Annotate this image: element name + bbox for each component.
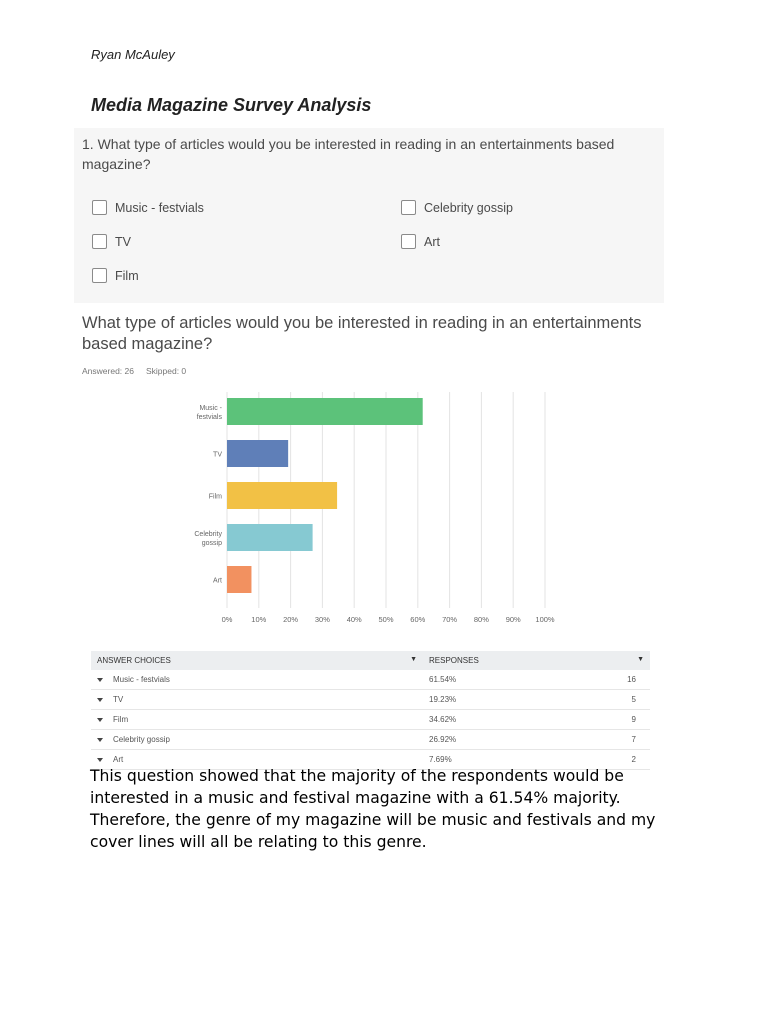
expand-caret-icon[interactable] <box>97 678 103 682</box>
x-tick-label: 80% <box>473 615 489 622</box>
x-tick-label: 10% <box>251 615 267 622</box>
pct-cell: 26.92% <box>423 730 554 750</box>
option-celebrity-gossip[interactable] <box>401 200 513 215</box>
pct-cell: 7.69% <box>423 750 554 770</box>
count-cell: 9 <box>554 710 650 730</box>
header-answer-choices[interactable]: ANSWER CHOICES ▼ <box>91 651 423 670</box>
option-label: Music - festvials <box>115 200 204 215</box>
count-cell: 2 <box>554 750 650 770</box>
header-responses[interactable]: RESPONSES ▼ <box>423 651 650 670</box>
choice-cell: Film <box>113 715 129 724</box>
option-label: Art <box>424 234 440 249</box>
results-title: What type of articles would you be interested in reading in an entertainments based magazine? <box>82 314 642 353</box>
results-bar-chart <box>150 392 560 622</box>
choice-cell: Celebrity gossip <box>113 735 170 744</box>
x-tick-label: 30% <box>314 615 330 622</box>
document-title: Media Magazine Survey Analysis <box>91 95 372 115</box>
table-row <box>91 730 650 750</box>
table-row <box>91 710 650 730</box>
x-tick-label: 60% <box>410 615 426 622</box>
expand-caret-icon[interactable] <box>97 758 103 762</box>
pct-cell: 19.23% <box>423 690 554 710</box>
x-tick-label: 0% <box>221 615 233 622</box>
responses-table <box>91 651 650 770</box>
option-tv[interactable] <box>92 234 131 249</box>
choice-cell: Art <box>113 755 124 764</box>
count-cell: 7 <box>554 730 650 750</box>
expand-caret-icon[interactable] <box>97 718 103 722</box>
option-label: Film <box>115 268 139 283</box>
checkbox[interactable] <box>401 234 416 249</box>
x-tick-label: 40% <box>346 615 362 622</box>
bar <box>227 524 313 551</box>
option-label: TV <box>115 234 131 249</box>
checkbox[interactable] <box>92 268 107 283</box>
results-meta <box>82 366 186 376</box>
answered-count: Answered: 26 <box>82 366 134 376</box>
category-label: Art <box>213 577 222 585</box>
count-cell: 16 <box>554 670 650 690</box>
option-label: Celebrity gossip <box>424 200 513 215</box>
table-header-row <box>91 651 650 670</box>
expand-caret-icon[interactable] <box>97 738 103 742</box>
bar <box>227 482 337 509</box>
table-row <box>91 690 650 710</box>
checkbox[interactable] <box>92 234 107 249</box>
pct-cell: 61.54% <box>423 670 554 690</box>
count-cell: 5 <box>554 690 650 710</box>
category-label: gossip <box>201 540 222 547</box>
x-tick-label: 50% <box>378 615 394 622</box>
bar <box>227 398 423 425</box>
category-label: festvials <box>196 414 222 421</box>
table-row <box>91 670 650 690</box>
sort-arrow-icon[interactable]: ▼ <box>637 656 644 663</box>
checkbox[interactable] <box>92 200 107 215</box>
option-film[interactable] <box>92 268 139 283</box>
x-tick-label: 70% <box>442 615 458 622</box>
sort-arrow-icon[interactable]: ▼ <box>410 656 417 663</box>
x-tick-label: 20% <box>283 615 299 622</box>
category-label: Film <box>208 493 222 501</box>
option-music-festivals[interactable] <box>92 200 204 215</box>
choice-cell: TV <box>113 695 124 704</box>
checkbox[interactable] <box>401 200 416 215</box>
x-tick-label: 100% <box>535 615 555 622</box>
pct-cell: 34.62% <box>423 710 554 730</box>
choice-cell: Music - festvials <box>113 675 170 684</box>
bar <box>227 440 288 467</box>
author-name: Ryan McAuley <box>91 47 175 62</box>
skipped-count: Skipped: 0 <box>145 366 187 376</box>
option-art[interactable] <box>401 234 440 249</box>
category-label: Music - <box>199 405 222 412</box>
category-label: Celebrity <box>194 531 222 538</box>
bar <box>227 566 251 593</box>
question-text: 1. What type of articles would you be interested in reading in an entertainments based magazine? <box>82 136 615 172</box>
summary-paragraph: This question showed that the majority of the respondents would be interested in a music and festival magazine with a 61.54% majority. Therefore, the genre of my magazine will be music and festivals and my cover lines will all be relating to this genre. <box>90 767 656 851</box>
expand-caret-icon[interactable] <box>97 698 103 702</box>
question-card <box>74 128 664 303</box>
category-label: TV <box>213 451 222 459</box>
x-tick-label: 90% <box>505 615 521 622</box>
